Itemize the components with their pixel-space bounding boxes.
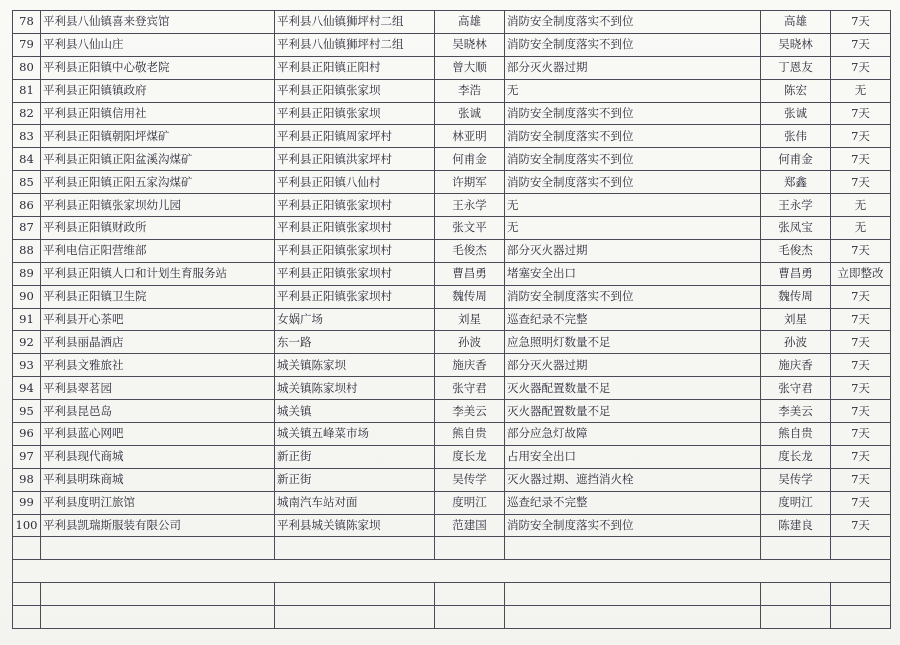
unit-name-cell: 平利县正阳镇人口和计划生育服务站 [41, 262, 275, 285]
table-row [13, 217, 891, 240]
row-number-cell: 97 [13, 445, 41, 468]
issue-cell: 消防安全制度落实不到位 [505, 148, 761, 171]
contact-person-cell: 毛俊杰 [435, 239, 505, 262]
address-cell: 平利县正阳镇周家坪村 [275, 125, 435, 148]
issue-cell: 消防安全制度落实不到位 [505, 102, 761, 125]
unit-name-cell: 平利电信正阳营维部 [41, 239, 275, 262]
empty-table-row [13, 606, 891, 629]
deadline-cell: 7天 [831, 102, 891, 125]
address-cell: 平利县正阳镇八仙村 [275, 171, 435, 194]
empty-cell [505, 606, 761, 629]
issue-cell: 堵塞安全出口 [505, 262, 761, 285]
responsible-person-cell: 施庆香 [761, 354, 831, 377]
row-number-cell: 95 [13, 400, 41, 423]
empty-merged-cell [13, 560, 891, 583]
contact-person-cell: 张文平 [435, 217, 505, 240]
contact-person-cell: 林亚明 [435, 125, 505, 148]
table-row [13, 262, 891, 285]
issue-cell: 灭火器过期、遮挡消火栓 [505, 468, 761, 491]
contact-person-cell: 魏传周 [435, 285, 505, 308]
issue-cell: 灭火器配置数量不足 [505, 377, 761, 400]
address-cell: 新正街 [275, 445, 435, 468]
issue-cell: 部分应急灯故障 [505, 423, 761, 446]
row-number-cell: 84 [13, 148, 41, 171]
unit-name-cell: 平利县丽晶酒店 [41, 331, 275, 354]
unit-name-cell: 平利县正阳镇镇政府 [41, 79, 275, 102]
address-cell: 平利县城关镇陈家坝 [275, 514, 435, 537]
unit-name-cell: 平利县正阳镇正阳五家沟煤矿 [41, 171, 275, 194]
contact-person-cell: 高雄 [435, 11, 505, 34]
contact-person-cell: 张守君 [435, 377, 505, 400]
table-row [13, 514, 891, 537]
address-cell: 东一路 [275, 331, 435, 354]
address-cell: 平利县正阳镇张家坝 [275, 102, 435, 125]
deadline-cell: 7天 [831, 239, 891, 262]
deadline-cell: 7天 [831, 377, 891, 400]
responsible-person-cell: 何甫金 [761, 148, 831, 171]
row-number-cell: 85 [13, 171, 41, 194]
issue-cell: 部分灭火器过期 [505, 354, 761, 377]
row-number-cell: 86 [13, 194, 41, 217]
address-cell: 城关镇 [275, 400, 435, 423]
empty-table-row [13, 537, 891, 560]
address-cell: 城关镇陈家坝村 [275, 377, 435, 400]
address-cell: 城南汽车站对面 [275, 491, 435, 514]
contact-person-cell: 许期军 [435, 171, 505, 194]
contact-person-cell: 李浩 [435, 79, 505, 102]
deadline-cell: 7天 [831, 354, 891, 377]
unit-name-cell: 平利县八仙镇喜来登宾馆 [41, 11, 275, 34]
responsible-person-cell: 度明江 [761, 491, 831, 514]
responsible-person-cell: 魏传周 [761, 285, 831, 308]
responsible-person-cell: 孙波 [761, 331, 831, 354]
contact-person-cell: 何甫金 [435, 148, 505, 171]
deadline-cell: 7天 [831, 331, 891, 354]
table-row [13, 285, 891, 308]
unit-name-cell: 平利县八仙山庄 [41, 33, 275, 56]
address-cell: 平利县正阳镇张家坝村 [275, 262, 435, 285]
responsible-person-cell: 张凤宝 [761, 217, 831, 240]
empty-cell [435, 583, 505, 606]
table-body [13, 11, 891, 629]
row-number-cell: 94 [13, 377, 41, 400]
table-row [13, 445, 891, 468]
address-cell: 平利县正阳镇正阳村 [275, 56, 435, 79]
empty-cell [41, 606, 275, 629]
address-cell: 女娲广场 [275, 308, 435, 331]
unit-name-cell: 平利县现代商城 [41, 445, 275, 468]
row-number-cell: 87 [13, 217, 41, 240]
empty-cell [761, 583, 831, 606]
deadline-cell: 7天 [831, 285, 891, 308]
issue-cell: 消防安全制度落实不到位 [505, 11, 761, 34]
table-row [13, 148, 891, 171]
responsible-person-cell: 陈宏 [761, 79, 831, 102]
table-row [13, 468, 891, 491]
responsible-person-cell: 陈建良 [761, 514, 831, 537]
table-row [13, 491, 891, 514]
contact-person-cell: 熊自贵 [435, 423, 505, 446]
issue-cell: 巡查纪录不完整 [505, 491, 761, 514]
unit-name-cell: 平利县正阳镇中心敬老院 [41, 56, 275, 79]
address-cell: 平利县正阳镇张家坝村 [275, 194, 435, 217]
issue-cell: 巡查纪录不完整 [505, 308, 761, 331]
unit-name-cell: 平利县开心茶吧 [41, 308, 275, 331]
empty-table-row [13, 583, 891, 606]
table-row [13, 354, 891, 377]
contact-person-cell: 施庆香 [435, 354, 505, 377]
issue-cell: 消防安全制度落实不到位 [505, 514, 761, 537]
unit-name-cell: 平利县文雅旅社 [41, 354, 275, 377]
issue-cell: 灭火器配置数量不足 [505, 400, 761, 423]
table-row [13, 239, 891, 262]
address-cell: 平利县八仙镇狮坪村二组 [275, 33, 435, 56]
table-row [13, 11, 891, 34]
contact-person-cell: 曾大顺 [435, 56, 505, 79]
issue-cell: 无 [505, 79, 761, 102]
unit-name-cell: 平利县凯瑞斯服装有限公司 [41, 514, 275, 537]
deadline-cell: 7天 [831, 491, 891, 514]
responsible-person-cell: 曹昌勇 [761, 262, 831, 285]
row-number-cell: 90 [13, 285, 41, 308]
deadline-cell: 7天 [831, 171, 891, 194]
responsible-person-cell: 熊自贵 [761, 423, 831, 446]
address-cell: 平利县正阳镇洪家坪村 [275, 148, 435, 171]
responsible-person-cell: 高雄 [761, 11, 831, 34]
contact-person-cell: 吴晓林 [435, 33, 505, 56]
unit-name-cell: 平利县正阳镇正阳盆溪沟煤矿 [41, 148, 275, 171]
table-row [13, 423, 891, 446]
deadline-cell: 无 [831, 79, 891, 102]
row-number-cell: 82 [13, 102, 41, 125]
row-number-cell: 91 [13, 308, 41, 331]
row-number-cell: 81 [13, 79, 41, 102]
responsible-person-cell: 度长龙 [761, 445, 831, 468]
responsible-person-cell: 张诚 [761, 102, 831, 125]
row-number-cell: 93 [13, 354, 41, 377]
table-row [13, 308, 891, 331]
unit-name-cell: 平利县正阳镇卫生院 [41, 285, 275, 308]
deadline-cell: 7天 [831, 468, 891, 491]
responsible-person-cell: 王永学 [761, 194, 831, 217]
responsible-person-cell: 张守君 [761, 377, 831, 400]
deadline-cell: 7天 [831, 423, 891, 446]
address-cell: 新正街 [275, 468, 435, 491]
empty-cell [41, 583, 275, 606]
empty-cell [435, 537, 505, 560]
empty-cell [831, 606, 891, 629]
empty-cell [275, 583, 435, 606]
row-number-cell: 83 [13, 125, 41, 148]
row-number-cell: 79 [13, 33, 41, 56]
table-row [13, 377, 891, 400]
address-cell: 城关镇陈家坝 [275, 354, 435, 377]
empty-cell [275, 606, 435, 629]
empty-cell [275, 537, 435, 560]
unit-name-cell: 平利县正阳镇张家坝幼儿园 [41, 194, 275, 217]
deadline-cell: 7天 [831, 445, 891, 468]
table-row [13, 194, 891, 217]
deadline-cell: 立即整改 [831, 262, 891, 285]
issue-cell: 部分灭火器过期 [505, 56, 761, 79]
table-row [13, 79, 891, 102]
empty-cell [831, 537, 891, 560]
responsible-person-cell: 刘星 [761, 308, 831, 331]
unit-name-cell: 平利县蓝心网吧 [41, 423, 275, 446]
empty-cell [435, 606, 505, 629]
deadline-cell: 无 [831, 217, 891, 240]
empty-cell [761, 537, 831, 560]
contact-person-cell: 张诚 [435, 102, 505, 125]
address-cell: 平利县正阳镇张家坝村 [275, 217, 435, 240]
issue-cell: 部分灭火器过期 [505, 239, 761, 262]
deadline-cell: 7天 [831, 56, 891, 79]
row-number-cell: 99 [13, 491, 41, 514]
empty-cell [831, 583, 891, 606]
unit-name-cell: 平利县昆邑岛 [41, 400, 275, 423]
deadline-cell: 无 [831, 194, 891, 217]
empty-cell [13, 606, 41, 629]
fire-inspection-table [12, 10, 891, 629]
responsible-person-cell: 吴传学 [761, 468, 831, 491]
address-cell: 平利县正阳镇张家坝村 [275, 285, 435, 308]
deadline-cell: 7天 [831, 125, 891, 148]
address-cell: 平利县八仙镇狮坪村二组 [275, 11, 435, 34]
unit-name-cell: 平利县正阳镇信用社 [41, 102, 275, 125]
responsible-person-cell: 毛俊杰 [761, 239, 831, 262]
table-row [13, 331, 891, 354]
row-number-cell: 96 [13, 423, 41, 446]
empty-cell [761, 606, 831, 629]
row-number-cell: 98 [13, 468, 41, 491]
address-cell: 平利县正阳镇张家坝 [275, 79, 435, 102]
deadline-cell: 7天 [831, 308, 891, 331]
responsible-person-cell: 吴晓林 [761, 33, 831, 56]
empty-cell [505, 537, 761, 560]
empty-cell [13, 583, 41, 606]
contact-person-cell: 范建国 [435, 514, 505, 537]
empty-cell [505, 583, 761, 606]
deadline-cell: 7天 [831, 514, 891, 537]
contact-person-cell: 曹昌勇 [435, 262, 505, 285]
unit-name-cell: 平利县明珠商城 [41, 468, 275, 491]
contact-person-cell: 王永学 [435, 194, 505, 217]
issue-cell: 无 [505, 194, 761, 217]
contact-person-cell: 孙波 [435, 331, 505, 354]
responsible-person-cell: 丁恩友 [761, 56, 831, 79]
table-row [13, 33, 891, 56]
row-number-cell: 92 [13, 331, 41, 354]
contact-person-cell: 度长龙 [435, 445, 505, 468]
unit-name-cell: 平利县正阳镇财政所 [41, 217, 275, 240]
issue-cell: 消防安全制度落实不到位 [505, 285, 761, 308]
empty-cell [41, 537, 275, 560]
responsible-person-cell: 张伟 [761, 125, 831, 148]
issue-cell: 应急照明灯数量不足 [505, 331, 761, 354]
unit-name-cell: 平利县正阳镇朝阳坪煤矿 [41, 125, 275, 148]
deadline-cell: 7天 [831, 148, 891, 171]
deadline-cell: 7天 [831, 11, 891, 34]
deadline-cell: 7天 [831, 400, 891, 423]
row-number-cell: 89 [13, 262, 41, 285]
row-number-cell: 88 [13, 239, 41, 262]
responsible-person-cell: 李美云 [761, 400, 831, 423]
row-number-cell: 80 [13, 56, 41, 79]
table-row [13, 125, 891, 148]
issue-cell: 占用安全出口 [505, 445, 761, 468]
unit-name-cell: 平利县度明江旅馆 [41, 491, 275, 514]
issue-cell: 无 [505, 217, 761, 240]
address-cell: 平利县正阳镇张家坝村 [275, 239, 435, 262]
unit-name-cell: 平利县翠茗园 [41, 377, 275, 400]
row-number-cell: 78 [13, 11, 41, 34]
table-row [13, 56, 891, 79]
address-cell: 城关镇五峰菜市场 [275, 423, 435, 446]
issue-cell: 消防安全制度落实不到位 [505, 33, 761, 56]
contact-person-cell: 吴传学 [435, 468, 505, 491]
issue-cell: 消防安全制度落实不到位 [505, 125, 761, 148]
row-number-cell: 100 [13, 514, 41, 537]
empty-cell [13, 537, 41, 560]
table-row [13, 102, 891, 125]
deadline-cell: 7天 [831, 33, 891, 56]
table-row [13, 171, 891, 194]
responsible-person-cell: 郑鑫 [761, 171, 831, 194]
contact-person-cell: 刘星 [435, 308, 505, 331]
issue-cell: 消防安全制度落实不到位 [505, 171, 761, 194]
contact-person-cell: 度明江 [435, 491, 505, 514]
table-row [13, 400, 891, 423]
contact-person-cell: 李美云 [435, 400, 505, 423]
empty-merged-row [13, 560, 891, 583]
